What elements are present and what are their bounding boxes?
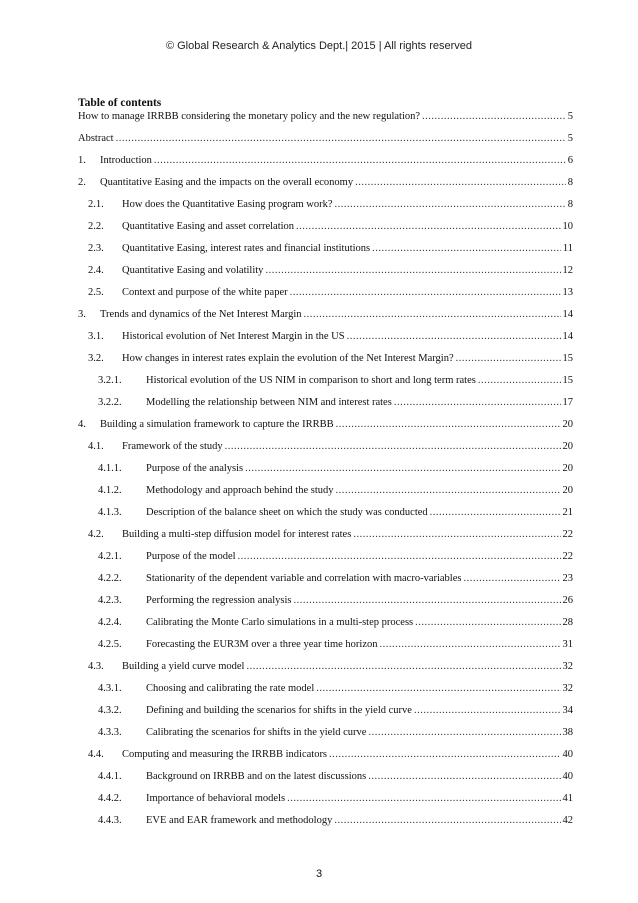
toc-entry-page: 11 bbox=[562, 243, 573, 254]
toc-entry-title: Purpose of the analysis bbox=[146, 463, 244, 474]
toc-entry[interactable] bbox=[98, 726, 573, 740]
toc-entry-page: 20 bbox=[562, 485, 573, 496]
toc-entry-title: Description of the balance sheet on which the study was conducted bbox=[146, 507, 428, 518]
toc-entry-number: 1. bbox=[78, 155, 86, 166]
toc-entry-number: 4.2.1. bbox=[98, 551, 122, 562]
toc-dot-leader bbox=[430, 506, 561, 520]
toc-entry[interactable] bbox=[98, 704, 573, 718]
toc-entry-number: 4.1. bbox=[88, 441, 104, 452]
toc-dot-leader bbox=[394, 396, 561, 410]
toc-entry[interactable] bbox=[78, 110, 573, 124]
toc-entry-number: 4.3.2. bbox=[98, 705, 122, 716]
toc-entry-title: Quantitative Easing and volatility bbox=[122, 265, 264, 276]
toc-entry-number: 4.3.1. bbox=[98, 683, 122, 694]
toc-entry-title: Quantitative Easing, interest rates and financial institutions bbox=[122, 243, 371, 254]
toc-entry-page: 40 bbox=[562, 749, 573, 760]
toc-entry-number: 3.1. bbox=[88, 331, 104, 342]
toc-entry[interactable] bbox=[88, 264, 573, 278]
toc-entry[interactable] bbox=[78, 308, 573, 322]
toc-entry-page: 22 bbox=[562, 551, 573, 562]
toc-entry-title: Purpose of the model bbox=[146, 551, 236, 562]
toc-dot-leader bbox=[296, 220, 560, 234]
toc-entry[interactable] bbox=[78, 176, 573, 190]
toc-entry[interactable] bbox=[98, 594, 573, 608]
toc-dot-leader bbox=[265, 264, 560, 278]
toc-entry-title: Calibrating the Monte Carlo simulations in a multi-step process bbox=[146, 617, 414, 628]
toc-entry-number: 4.4. bbox=[88, 749, 104, 760]
toc-entry[interactable] bbox=[78, 132, 573, 146]
toc-entry-title: Choosing and calibrating the rate model bbox=[146, 683, 315, 694]
toc-entry-number: 4.2. bbox=[88, 529, 104, 540]
toc-entry[interactable] bbox=[78, 154, 573, 168]
toc-entry-number: 3.2.1. bbox=[98, 375, 122, 386]
toc-dot-leader bbox=[347, 330, 561, 344]
toc-entry[interactable] bbox=[98, 506, 573, 520]
toc-entry[interactable] bbox=[88, 660, 573, 674]
toc-entry-page: 5 bbox=[567, 133, 573, 144]
toc-entry-title: Framework of the study bbox=[122, 441, 223, 452]
toc-dot-leader bbox=[245, 462, 560, 476]
toc-entry-number: 2. bbox=[78, 177, 86, 188]
toc-dot-leader bbox=[422, 110, 566, 124]
toc-dot-leader bbox=[380, 638, 561, 652]
toc-dot-leader bbox=[368, 726, 560, 740]
toc-dot-leader bbox=[336, 484, 561, 498]
toc-entry-number: 2.1. bbox=[88, 199, 104, 210]
toc-entry-title: Building a multi-step diffusion model for interest rates bbox=[122, 529, 352, 540]
toc-dot-leader bbox=[414, 704, 561, 718]
toc-dot-leader bbox=[368, 770, 560, 784]
toc-entry-page: 38 bbox=[562, 727, 573, 738]
toc-entry-number: 4. bbox=[78, 419, 86, 430]
toc-entry[interactable] bbox=[78, 418, 573, 432]
toc-entry[interactable] bbox=[98, 550, 573, 564]
toc-entry-page: 15 bbox=[562, 353, 573, 364]
toc-entry-title: Quantitative Easing and asset correlation bbox=[122, 221, 295, 232]
toc-entry-page: 8 bbox=[567, 177, 573, 188]
toc-dot-leader bbox=[355, 176, 566, 190]
toc-dot-leader bbox=[116, 132, 566, 146]
toc-entry-page: 32 bbox=[562, 683, 573, 694]
toc-entry-title: Abstract bbox=[78, 133, 114, 144]
toc-entry-page: 5 bbox=[567, 111, 573, 122]
toc-entry-page: 20 bbox=[562, 463, 573, 474]
toc-dot-leader bbox=[336, 418, 561, 432]
toc-entry-number: 4.4.3. bbox=[98, 815, 122, 826]
toc-entry-number: 4.4.1. bbox=[98, 771, 122, 782]
toc-entry-title: Modelling the relationship between NIM and interest rates bbox=[146, 397, 392, 408]
toc-entry-page: 41 bbox=[562, 793, 573, 804]
toc-dot-leader bbox=[154, 154, 566, 168]
toc-entry-number: 4.1.2. bbox=[98, 485, 122, 496]
toc-entry-title: Defining and building the scenarios for shifts in the yield curve bbox=[146, 705, 412, 716]
toc-entry[interactable] bbox=[98, 814, 573, 828]
toc-dot-leader bbox=[290, 286, 561, 300]
toc-entry-number: 2.2. bbox=[88, 221, 104, 232]
toc-entry-page: 13 bbox=[562, 287, 573, 298]
toc-entry-page: 42 bbox=[562, 815, 573, 826]
toc-dot-leader bbox=[335, 198, 566, 212]
toc-dot-leader bbox=[372, 242, 561, 256]
toc-entry[interactable] bbox=[88, 748, 573, 762]
toc-entry-page: 15 bbox=[562, 375, 573, 386]
toc-entry-title: Calibrating the scenarios for shifts in the yield curve bbox=[146, 727, 367, 738]
toc-dot-leader bbox=[246, 660, 560, 674]
toc-entry-page: 14 bbox=[562, 309, 573, 320]
toc-entry-title: Introduction bbox=[100, 155, 152, 166]
toc-entry-page: 20 bbox=[562, 441, 573, 452]
toc-entry-number: 3. bbox=[78, 309, 86, 320]
toc-entry-title: Methodology and approach behind the study bbox=[146, 485, 334, 496]
toc-entry[interactable] bbox=[88, 352, 573, 366]
toc-entry-title: Context and purpose of the white paper bbox=[122, 287, 288, 298]
toc-entry-title: Historical evolution of the US NIM in comparison to short and long term rates bbox=[146, 375, 476, 386]
toc-dot-leader bbox=[415, 616, 560, 630]
toc-entry[interactable] bbox=[88, 528, 573, 542]
toc-entry-title: Stationarity of the dependent variable and correlation with macro-variables bbox=[146, 573, 462, 584]
toc-entry-page: 34 bbox=[562, 705, 573, 716]
toc-entry-number: 2.5. bbox=[88, 287, 104, 298]
toc-entry-page: 26 bbox=[562, 595, 573, 606]
toc-dot-leader bbox=[294, 594, 561, 608]
toc-dot-leader bbox=[238, 550, 561, 564]
toc-entry-title: How changes in interest rates explain the evolution of the Net Interest Margin? bbox=[122, 353, 454, 364]
toc-entry-number: 2.3. bbox=[88, 243, 104, 254]
toc-entry[interactable] bbox=[98, 770, 573, 784]
toc-dot-leader bbox=[304, 308, 561, 322]
toc-entry-page: 14 bbox=[562, 331, 573, 342]
toc-dot-leader bbox=[316, 682, 560, 696]
toc-entry-number: 4.2.4. bbox=[98, 617, 122, 628]
toc-entry-number: 4.2.5. bbox=[98, 639, 122, 650]
toc-entry-number: 4.1.1. bbox=[98, 463, 122, 474]
toc-dot-leader bbox=[353, 528, 560, 542]
toc-entry[interactable] bbox=[88, 220, 573, 234]
toc-entry-page: 21 bbox=[562, 507, 573, 518]
toc-entry-title: How does the Quantitative Easing program work? bbox=[122, 199, 333, 210]
toc-entry-number: 4.2.2. bbox=[98, 573, 122, 584]
toc-entry-number: 2.4. bbox=[88, 265, 104, 276]
toc-entry-title: Forecasting the EUR3M over a three year time horizon bbox=[146, 639, 378, 650]
toc-entry[interactable] bbox=[88, 330, 573, 344]
toc-entry-title: Building a simulation framework to capture the IRRBB bbox=[100, 419, 334, 430]
toc-entry-page: 28 bbox=[562, 617, 573, 628]
toc-entry-title: Building a yield curve model bbox=[122, 661, 245, 672]
toc-entry-page: 40 bbox=[562, 771, 573, 782]
toc-entry[interactable] bbox=[98, 616, 573, 630]
toc-dot-leader bbox=[478, 374, 561, 388]
toc-entry[interactable] bbox=[88, 198, 573, 212]
toc-entry[interactable] bbox=[98, 682, 573, 696]
toc-entry-title: Performing the regression analysis bbox=[146, 595, 292, 606]
toc-entry-page: 31 bbox=[562, 639, 573, 650]
toc-dot-leader bbox=[334, 814, 560, 828]
toc-entry-number: 4.2.3. bbox=[98, 595, 122, 606]
toc-dot-leader bbox=[225, 440, 561, 454]
toc-entry[interactable] bbox=[98, 638, 573, 652]
toc-dot-leader bbox=[287, 792, 560, 806]
toc-entry-title: How to manage IRRBB considering the monetary policy and the new regulation? bbox=[78, 111, 421, 122]
toc-entry-page: 12 bbox=[562, 265, 573, 276]
toc-entry-title: Quantitative Easing and the impacts on the overall economy bbox=[100, 177, 354, 188]
toc-entry-page: 6 bbox=[567, 155, 573, 166]
toc-entry[interactable] bbox=[98, 396, 573, 410]
toc-entry-title: Historical evolution of Net Interest Margin in the US bbox=[122, 331, 345, 342]
toc-entry-number: 4.3.3. bbox=[98, 727, 122, 738]
toc-entry[interactable] bbox=[98, 792, 573, 806]
page-number: 3 bbox=[315, 868, 323, 880]
toc-entry-page: 23 bbox=[562, 573, 573, 584]
toc-entry-title: EVE and EAR framework and methodology bbox=[146, 815, 333, 826]
toc-entry-title: Importance of behavioral models bbox=[146, 793, 286, 804]
toc-entry-page: 22 bbox=[562, 529, 573, 540]
toc-dot-leader bbox=[456, 352, 561, 366]
toc-entry-number: 3.2. bbox=[88, 353, 104, 364]
toc-dot-leader bbox=[329, 748, 560, 762]
page-header: © Global Research & Analytics Dept.| 2015 | All rights reserved bbox=[165, 40, 473, 52]
toc-entry-title: Trends and dynamics of the Net Interest Margin bbox=[100, 309, 302, 320]
toc-entry-page: 10 bbox=[562, 221, 573, 232]
toc-entry-title: Background on IRRBB and on the latest discussions bbox=[146, 771, 367, 782]
toc-entry[interactable] bbox=[88, 242, 573, 256]
toc-entry-page: 17 bbox=[562, 397, 573, 408]
toc-entry-page: 20 bbox=[562, 419, 573, 430]
toc-entry[interactable] bbox=[98, 572, 573, 586]
toc-entry[interactable] bbox=[88, 286, 573, 300]
toc-entry-number: 4.1.3. bbox=[98, 507, 122, 518]
toc-entry-number: 3.2.2. bbox=[98, 397, 122, 408]
toc-entry-number: 4.4.2. bbox=[98, 793, 122, 804]
toc-entry[interactable] bbox=[98, 374, 573, 388]
toc-entry-number: 4.3. bbox=[88, 661, 104, 672]
toc-entry-page: 32 bbox=[562, 661, 573, 672]
toc-entry-page: 8 bbox=[567, 199, 573, 210]
toc-entry[interactable] bbox=[98, 462, 573, 476]
toc-title: Table of contents bbox=[78, 97, 162, 109]
toc-entry[interactable] bbox=[88, 440, 573, 454]
toc-dot-leader bbox=[463, 572, 560, 586]
toc-entry-title: Computing and measuring the IRRBB indicators bbox=[122, 749, 328, 760]
toc-entry[interactable] bbox=[98, 484, 573, 498]
